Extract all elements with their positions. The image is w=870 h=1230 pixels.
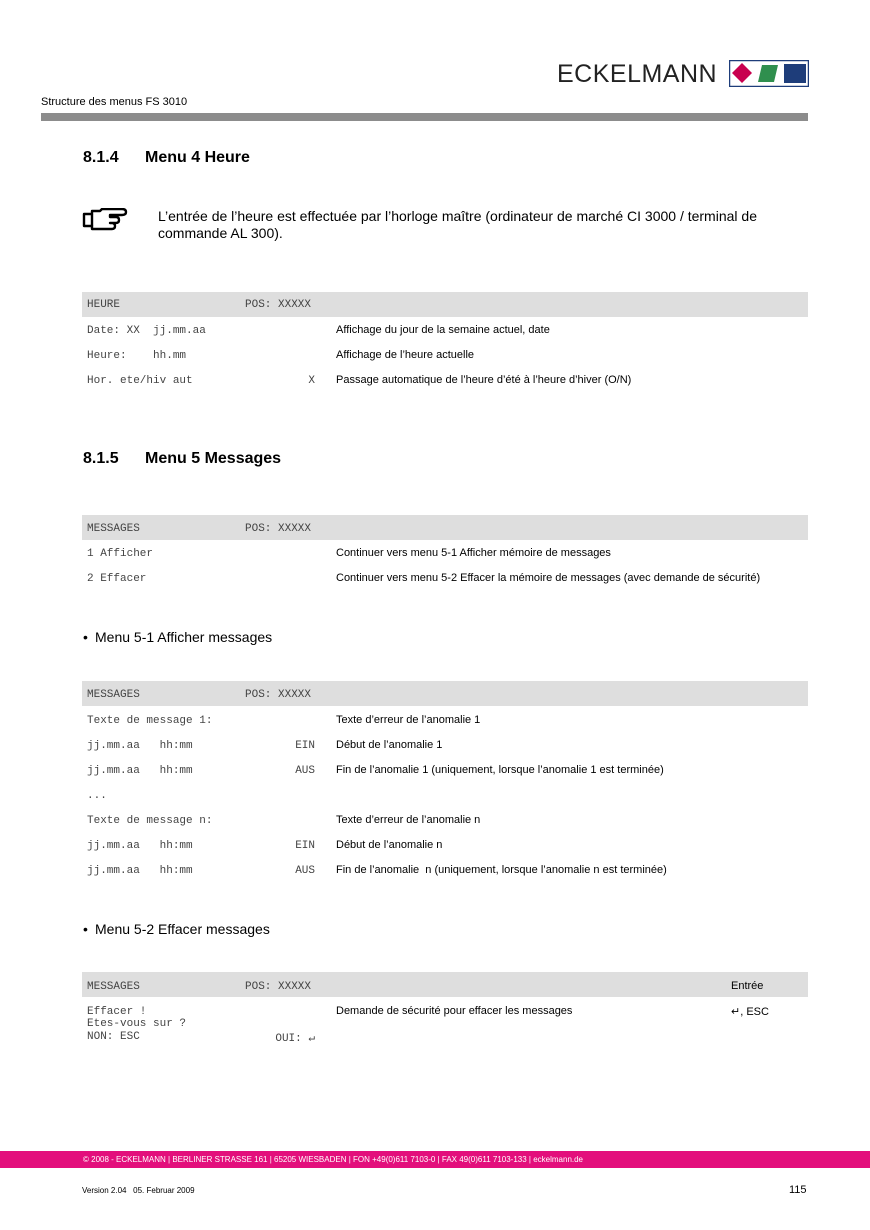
confirm-code-line-2: Etes-vous sur ?	[87, 1018, 187, 1030]
table-row-code: jj.mm.aa hh:mm	[87, 840, 193, 852]
table-row-code: Hor. ete/hiv aut	[87, 375, 193, 387]
table-row-code: Heure: hh.mm	[87, 350, 187, 362]
page-number: 115	[789, 1184, 807, 1196]
table-row-desc: Texte d’erreur de l’anomalie n	[336, 814, 481, 826]
footer-copyright: © 2008 - ECKELMANN | BERLINER STRASSE 161 | 65205 WIESBADEN | FON +49(0)611 7103-0 | FAX 49(0)611 7103-133 | eckelmann.de	[83, 1155, 584, 1164]
table-row-desc: Début de l’anomalie 1	[336, 739, 443, 751]
confirm-desc: Demande de sécurité pour effacer les messages	[336, 1005, 573, 1017]
table-head-label: MESSAGES	[87, 523, 140, 535]
bullet-51: •	[83, 629, 88, 645]
table-head-pos: POS: XXXXX	[245, 981, 312, 993]
confirm-code-line-3: NON: ESC	[87, 1031, 140, 1043]
note-line-2: commande AL 300).	[158, 225, 283, 241]
table-row-desc: Continuer vers menu 5-2 Effacer la mémoire de messages (avec demande de sécurité)	[336, 572, 761, 584]
table-head-label: MESSAGES	[87, 981, 140, 993]
brand-logo-text: ECKELMANN	[557, 60, 718, 88]
table-row-desc: Texte d’erreur de l’anomalie 1	[336, 714, 481, 726]
table-row-value: EIN	[295, 840, 315, 852]
table-head-pos: POS: XXXXX	[245, 689, 312, 701]
table-row-code: jj.mm.aa hh:mm	[87, 865, 193, 877]
doc-title: Structure des menus FS 3010	[41, 96, 188, 108]
table-row-code: Texte de message 1:	[87, 715, 213, 727]
confirm-code-line-1: Effacer !	[87, 1006, 147, 1018]
table-head-entry: Entrée	[731, 980, 764, 992]
table-row-desc: Fin de l’anomalie 1 (uniquement, lorsque l’anomalie 1 est terminée)	[336, 764, 664, 776]
table-header-52	[82, 972, 808, 997]
table-header-messages	[82, 515, 808, 540]
table-row-desc: Affichage du jour de la semaine actuel, date	[336, 324, 550, 336]
section-title-815: Menu 5 Messages	[145, 450, 282, 467]
table-row-code: 2 Effacer	[87, 573, 147, 585]
brand-logo-icon	[729, 60, 809, 87]
table-row-value: AUS	[295, 865, 315, 877]
table-row-value: AUS	[295, 765, 315, 777]
table-row-desc: Passage automatique de l’heure d’été à l’heure d’hiver (O/N)	[336, 374, 632, 386]
table-header-51	[82, 681, 808, 706]
section-number-815: 8.1.5	[83, 450, 119, 467]
section-number-814: 8.1.4	[83, 149, 119, 166]
header-divider	[41, 113, 808, 121]
table-head-label: MESSAGES	[87, 689, 140, 701]
table-row-desc: Affichage de l’heure actuelle	[336, 349, 475, 361]
table-row-code: jj.mm.aa hh:mm	[87, 765, 193, 777]
footer-version: Version 2.04 05. Februar 2009	[82, 1186, 195, 1195]
table-row-code: 1 Afficher	[87, 548, 154, 560]
table-row-desc: Continuer vers menu 5-1 Afficher mémoire de messages	[336, 547, 611, 559]
table-row-value: X	[308, 375, 315, 387]
table-row-desc: Fin de l’anomalie n (uniquement, lorsque l’anomalie n est terminée)	[336, 864, 667, 876]
footer-bar	[0, 1151, 870, 1168]
pointing-hand-icon	[82, 208, 128, 232]
section-title-814: Menu 4 Heure	[145, 149, 250, 166]
bullet-52: •	[83, 921, 88, 937]
table-row-code: Date: XX jj.mm.aa	[87, 325, 206, 337]
table-head-label: HEURE	[87, 299, 121, 311]
note-line-1: L’entrée de l’heure est effectuée par l’horloge maître (ordinateur de marché CI 3000 / terminal de	[158, 208, 757, 224]
table-row-code: Texte de message n:	[87, 815, 213, 827]
table-row-ellipsis: ...	[87, 790, 107, 802]
confirm-entry: ↵, ESC	[731, 1006, 769, 1018]
subsection-title-52: Menu 5-2 Effacer messages	[95, 921, 270, 937]
table-row-value: EIN	[295, 740, 315, 752]
table-head-pos: POS: XXXXX	[245, 523, 312, 535]
confirm-oui: OUI: ↵	[275, 1033, 315, 1045]
subsection-title-51: Menu 5-1 Afficher messages	[95, 629, 273, 645]
table-header-heure	[82, 292, 808, 317]
table-row-desc: Début de l’anomalie n	[336, 839, 443, 851]
table-row-code: jj.mm.aa hh:mm	[87, 740, 193, 752]
table-head-pos: POS: XXXXX	[245, 299, 312, 311]
